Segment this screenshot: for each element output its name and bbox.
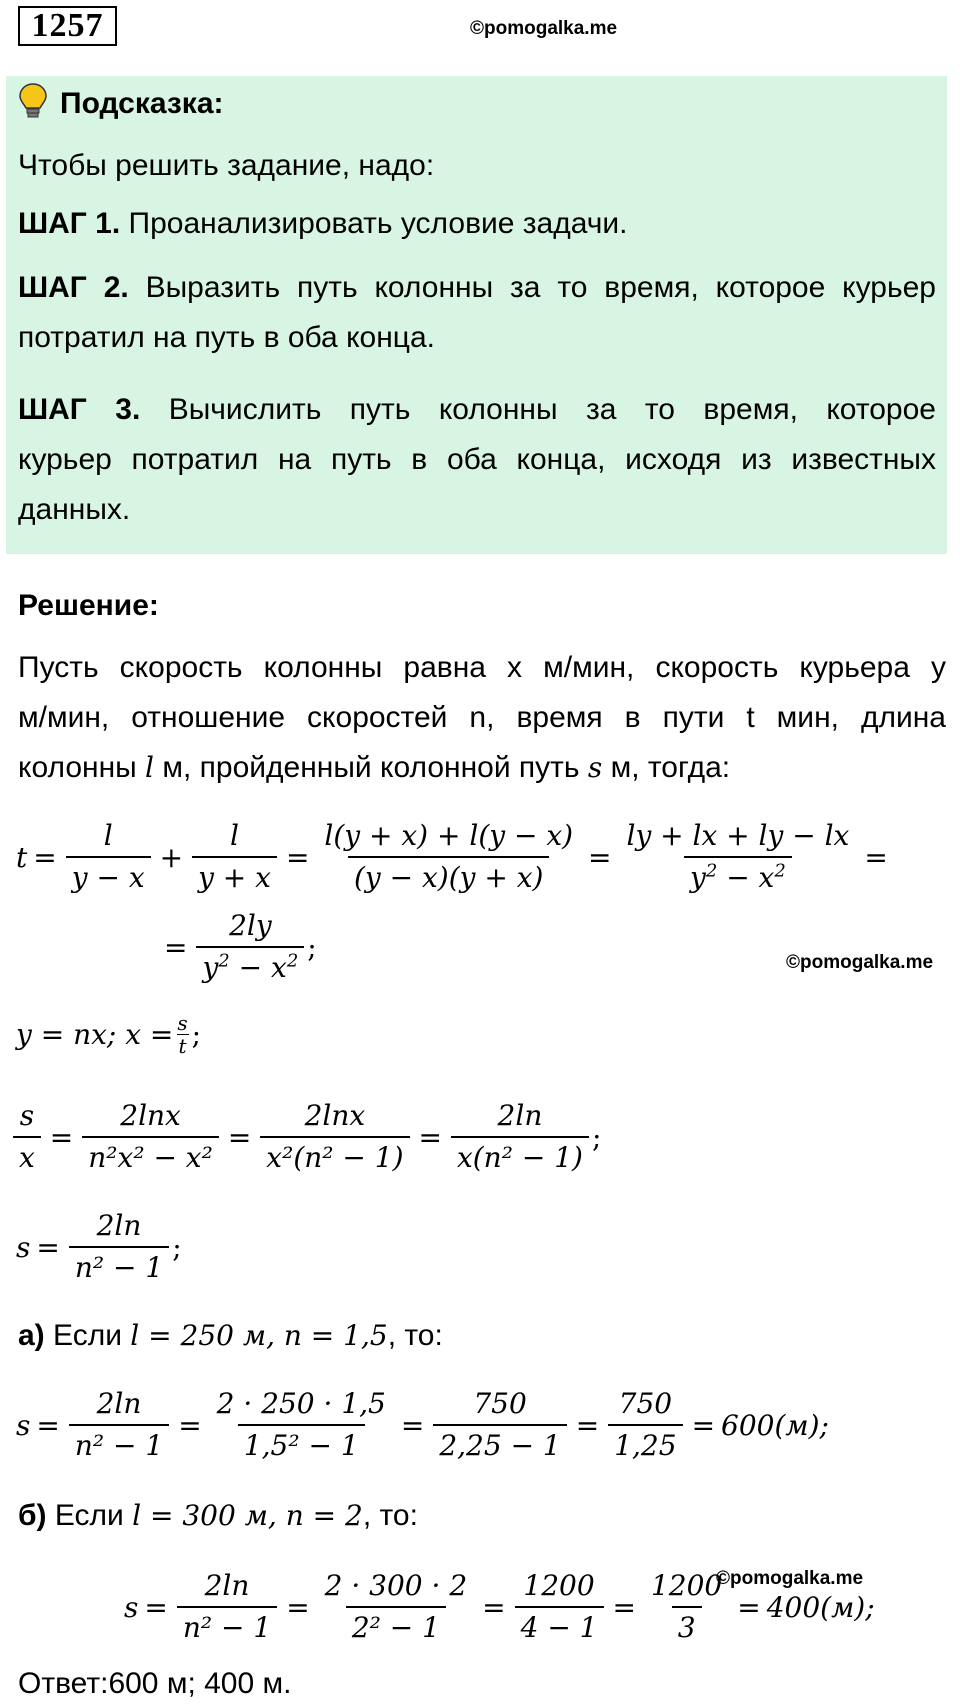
step3-label: ШАГ 3. (18, 393, 141, 426)
formula-part-b: s = $\frac{2\ln}{\text{n² − 1}}$ = $\frac{2 \cdot 300 \cdot 2}{\text{2² − 1}}$ = $\frac{1200}{4 - 1}$ = $\frac{1200}{3}$ = 400(м); (124, 1569, 875, 1644)
frac-1: $\frac{l}{y - x}$ (66, 818, 151, 896)
var-s: s (587, 751, 603, 784)
frac-a-2: $\frac{2 \cdot 250 \cdot 1,5}{\text{1,5² − 1}}$ (216, 1387, 386, 1462)
hint-intro: Чтобы решить задание, надо: (18, 149, 435, 182)
formula-s: s = $\frac{2\ln}{\text{n² − 1}}$ ; (16, 1209, 182, 1284)
line3-part-b: м, пройденный колонной путь (154, 751, 588, 784)
task-number: 1257 (18, 6, 117, 46)
y-nx-text: y = nx; x = (16, 1018, 174, 1051)
frac-s-result: $\frac{2\ln}{\text{n² − 1}}$ (69, 1208, 169, 1286)
result-a: 600(м); (721, 1408, 829, 1442)
var-l: l (145, 751, 155, 784)
frac-4: $\frac{ly + lx + ly - lx}{y^2 - x^2}$ (626, 819, 850, 894)
hint-step1 (18, 204, 627, 244)
frac-a-1: $\frac{2\ln}{\text{n² − 1}}$ (69, 1386, 169, 1464)
step2-label: ШАГ 2. (18, 271, 129, 304)
lightbulb-icon (18, 82, 48, 125)
part-b-text: Если (46, 1499, 133, 1532)
solution-line1: Пусть скорость колонны равна х м/мин, скорость курьера у (18, 651, 946, 684)
part-b-end: , то: (362, 1499, 418, 1532)
t-var: t (16, 840, 28, 874)
formula-s-x: $\frac{s}{x}$ = $\frac{2\ln x}{\text{n²x² − x²}}$ = $\frac{2\ln x}{\text{x²(n² − 1)}}$ = $\frac{2\ln}{\text{x(n² − 1)}}$ ; (10, 1098, 601, 1176)
solution-title: Решение: (18, 589, 159, 622)
frac-b-1: $\frac{2\ln}{\text{n² − 1}}$ (177, 1568, 277, 1646)
frac-s-x: $\frac{s}{x}$ (13, 1098, 41, 1176)
hint-step3-line3: данных. (18, 493, 131, 526)
solution-line3 (18, 748, 730, 788)
hint-step3-line1 (18, 390, 936, 430)
line3-part-c: м, тогда: (602, 751, 731, 784)
hint-title: Подсказка: (60, 87, 224, 120)
semicolon: ; (191, 1018, 202, 1051)
part-a-text: Если (44, 1319, 131, 1352)
small-frac-s-t: $\frac{s}{t}$ (177, 1011, 188, 1058)
frac-b-4: $\frac{1200}{3}$ (650, 1569, 723, 1644)
result-b: 400(м); (766, 1590, 875, 1624)
frac-3: $\frac{l(y + x) + l(y - x)}{(y - x)(y + x)}$ (324, 819, 574, 894)
watermark-3: ©pomogalka.me (716, 1568, 864, 1589)
hint-step2-line1 (18, 268, 936, 308)
formula-t-cont: = $\frac{2ly}{y^2 - x^2}$ ; (164, 909, 317, 984)
frac-5: $\frac{2ly}{y^2 - x^2}$ (196, 908, 304, 986)
part-b-cond: l = 300 м, n = 2 (132, 1499, 363, 1532)
step1-label: ШАГ 1. (18, 207, 121, 240)
frac-2: $\frac{l}{y + x}$ (192, 818, 277, 896)
part-a-label: а) (18, 1319, 45, 1352)
answer: Ответ:600 м; 400 м. (18, 1667, 292, 1700)
step3-text: Вычислить путь колонны за то время, которое (168, 393, 936, 426)
step2-text: Выразить путь колонны за то время, которое курьер (145, 271, 936, 304)
frac-a-4: $\frac{750}{1,25}$ (608, 1386, 682, 1464)
frac-2lnx-b: $\frac{2\ln x}{\text{x²(n² − 1)}}$ (260, 1098, 409, 1176)
part-b-header (18, 1496, 418, 1536)
frac-b-2: $\frac{2 \cdot 300 \cdot 2}{\text{2² − 1}}$ (324, 1569, 468, 1644)
formula-t: t = $\frac{l}{y - x}$ + $\frac{l}{y + x}$ = $\frac{l(y + x) + l(y - x)}{(y - x)(y + x)}$ = $\frac{ly + lx + ly - lx}{y^2 - x^2}$ = (16, 819, 888, 894)
part-a-end: , то: (387, 1319, 443, 1352)
formula-y-x (16, 1012, 201, 1057)
step1-text: Проанализировать условие задачи. (128, 207, 628, 240)
frac-b-3: $\frac{1200}{4 - 1}$ (515, 1568, 604, 1646)
part-b-label: б) (18, 1499, 47, 1532)
hint-step2-line2: потратил на путь в оба конца. (18, 321, 435, 354)
frac-2lnx-a: $\frac{2\ln x}{\text{n²x² − x²}}$ (82, 1098, 219, 1176)
watermark-2: ©pomogalka.me (786, 952, 934, 973)
solution-line2: м/мин, отношение скоростей n, время в пути t мин, длина (18, 701, 946, 734)
watermark: ©pomogalka.me (470, 18, 618, 39)
part-a-cond: l = 250 м, n = 1,5 (130, 1319, 388, 1352)
hint-step3-line2: курьер потратил на путь в оба конца, исходя из известных (18, 443, 936, 476)
frac-a-3: $\frac{750}{2,25 - 1}$ (433, 1386, 566, 1464)
formula-part-a: s = $\frac{2\ln}{\text{n² − 1}}$ = $\frac{2 \cdot 250 \cdot 1,5}{\text{1,5² − 1}}$ = $\frac{750}{2,25 - 1}$ = $\frac{750}{1,25}$ = 600(м); (16, 1387, 829, 1462)
line3-part-a: колонны (18, 751, 146, 784)
frac-2ln-x: $\frac{2\ln}{\text{x(n² − 1)}}$ (451, 1098, 589, 1176)
part-a-header (18, 1316, 443, 1356)
